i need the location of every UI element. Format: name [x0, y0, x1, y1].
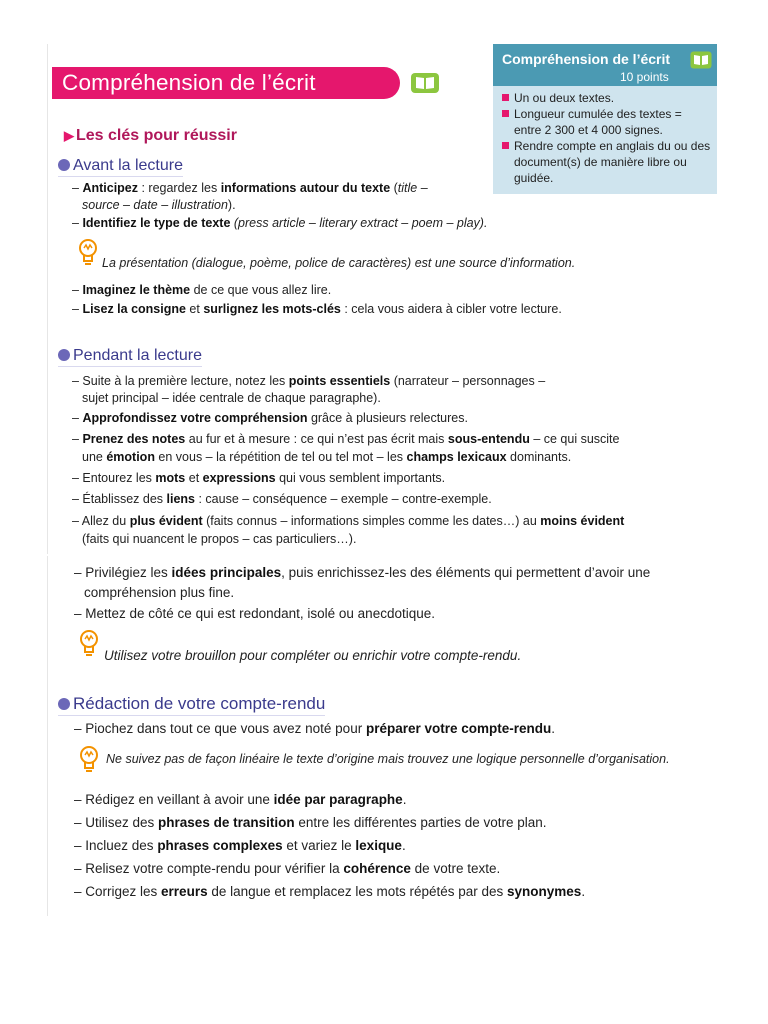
lightbulb-icon: [76, 628, 102, 660]
text-line: – Anticipez : regardez les informations autour du texte (title –: [72, 181, 428, 195]
bullet-dot-icon: [58, 349, 70, 361]
info-box-title: Compréhension de l’écrit: [502, 51, 671, 67]
text-line: (faits qui nuancent le propos – cas particuliers…).: [82, 532, 357, 546]
book-icon: [410, 72, 440, 94]
text-line: – Incluez des phrases complexes et variez le lexique.: [74, 838, 406, 853]
text-line: – Privilégiez les idées principales, puis enrichissez-les des éléments qui permettent d’avoir une: [74, 565, 651, 580]
text-line: – Entourez les mots et expressions qui vous semblent importants.: [72, 471, 446, 485]
lightbulb-icon: [76, 744, 102, 776]
text-line: – Établissez des liens : cause – conséquence – exemple – contre-exemple.: [72, 492, 492, 506]
text-line: – Piochez dans tout ce que vous avez noté pour préparer votre compte-rendu.: [74, 721, 556, 736]
page-title: Compréhension de l’écrit: [62, 70, 316, 95]
text-line: – Rédigez en veillant à avoir une idée par paragraphe.: [74, 792, 407, 807]
info-item: Un ou deux textes.: [500, 90, 712, 106]
text-line: – Prenez des notes au fur et à mesure : ce qui n’est pas écrit mais sous-entendu – ce qui suscite: [72, 432, 620, 446]
tip-text: Ne suivez pas de façon linéaire le texte d’origine mais trouvez une logique personnelle d’organisation.: [106, 752, 670, 766]
text-line: – Utilisez des phrases de transition entre les différentes parties de votre plan.: [74, 815, 547, 830]
text-line: sujet principal – idée centrale de chaque paragraphe).: [82, 391, 381, 405]
book-icon-small: [690, 51, 712, 69]
tip-text: La présentation (dialogue, poème, police de caractères) est une source d’information.: [102, 256, 576, 270]
section-heading-avant: Avant la lecture: [58, 157, 183, 177]
text-line: – Suite à la première lecture, notez les points essentiels (narrateur – personnages –: [72, 374, 546, 388]
info-box-list: [500, 90, 712, 186]
text-line: – Mettez de côté ce qui est redondant, isolé ou anecdotique.: [74, 606, 435, 621]
text-line: – Approfondissez votre compréhension grâce à plusieurs relectures.: [72, 411, 468, 425]
text-line: – Relisez votre compte-rendu pour vérifier la cohérence de votre texte.: [74, 861, 501, 876]
info-item: Rendre compte en anglais du ou des document(s) de manière libre ou guidée.: [500, 138, 712, 186]
text-line: – Lisez la consigne et surlignez les mots-clés : cela vous aidera à cibler votre lecture.: [72, 302, 562, 316]
bullet-dot-icon: [58, 159, 70, 171]
text-line: – Allez du plus évident (faits connus – informations simples comme les dates…) au moins évident: [72, 514, 625, 528]
tip-text: Utilisez votre brouillon pour compléter ou enrichir votre compte-rendu.: [104, 648, 522, 663]
bullet-dot-icon: [58, 698, 70, 710]
info-box-points: 10 points: [620, 70, 669, 84]
section-heading-redaction: Rédaction de votre compte-rendu: [58, 694, 325, 716]
triangle-icon: ▶: [64, 128, 74, 143]
text-line: – Identifiez le type de texte (press article – literary extract – poem – play).: [72, 216, 488, 230]
text-line: – Imaginez le thème de ce que vous allez lire.: [72, 283, 332, 297]
lightbulb-icon: [75, 237, 101, 269]
text-line: compréhension plus fine.: [84, 585, 235, 600]
text-line: source – date – illustration).: [82, 198, 236, 212]
text-line: une émotion en vous – la répétition de tel ou tel mot – les champs lexicaux dominants.: [82, 450, 572, 464]
keys-heading: [64, 127, 237, 145]
section-heading-pendant: Pendant la lecture: [58, 347, 202, 367]
info-item: Longueur cumulée des textes = entre 2 300 et 4 000 signes.: [500, 106, 712, 138]
keys-heading-text: Les clés pour réussir: [76, 127, 237, 144]
text-line: – Corrigez les erreurs de langue et remplacez les mots répétés par des synonymes.: [74, 884, 586, 899]
